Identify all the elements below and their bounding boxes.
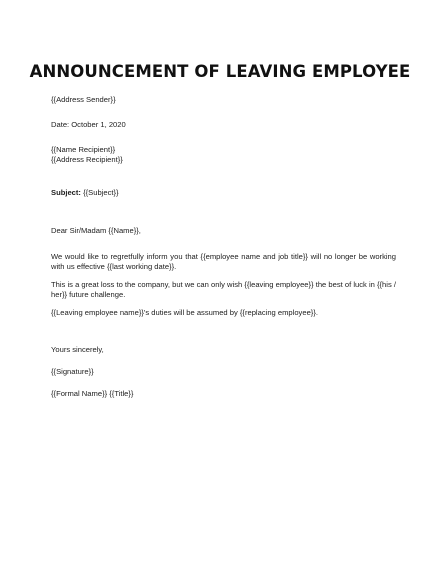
subject-value: {{Subject}}	[80, 188, 119, 197]
recipient-name: {{Name Recipient}}	[51, 145, 116, 154]
document-title: ANNOUNCEMENT OF LEAVING EMPLOYEE	[29, 62, 411, 81]
salutation: Dear Sir/Madam {{Name}},	[51, 226, 141, 235]
paragraph-3: {{Leaving employee name}}'s duties will be assumed by {{replacing employee}}.	[51, 308, 318, 317]
recipient-address: {{Address Recipient}}	[51, 155, 123, 164]
paragraph-2: This is a great loss to the company, but we can only wish {{leaving employee}} the best of luck in {{his / her}} future challenge.	[51, 280, 396, 299]
closing: Yours sincerely,	[51, 345, 104, 354]
date-line: Date: October 1, 2020	[51, 120, 126, 129]
sender-address: {{Address Sender}}	[51, 95, 116, 104]
paragraph-1: We would like to regretfully inform you that {{employee name and job title}} will no longer be working with us effective {{last working date}}.	[51, 252, 396, 271]
subject-label: Subject:	[51, 188, 81, 197]
signature: {{Signature}}	[51, 367, 94, 376]
formal-name-title: {{Formal Name}} {{Title}}	[51, 389, 134, 398]
subject-line	[51, 188, 396, 198]
letter-body	[51, 95, 396, 399]
